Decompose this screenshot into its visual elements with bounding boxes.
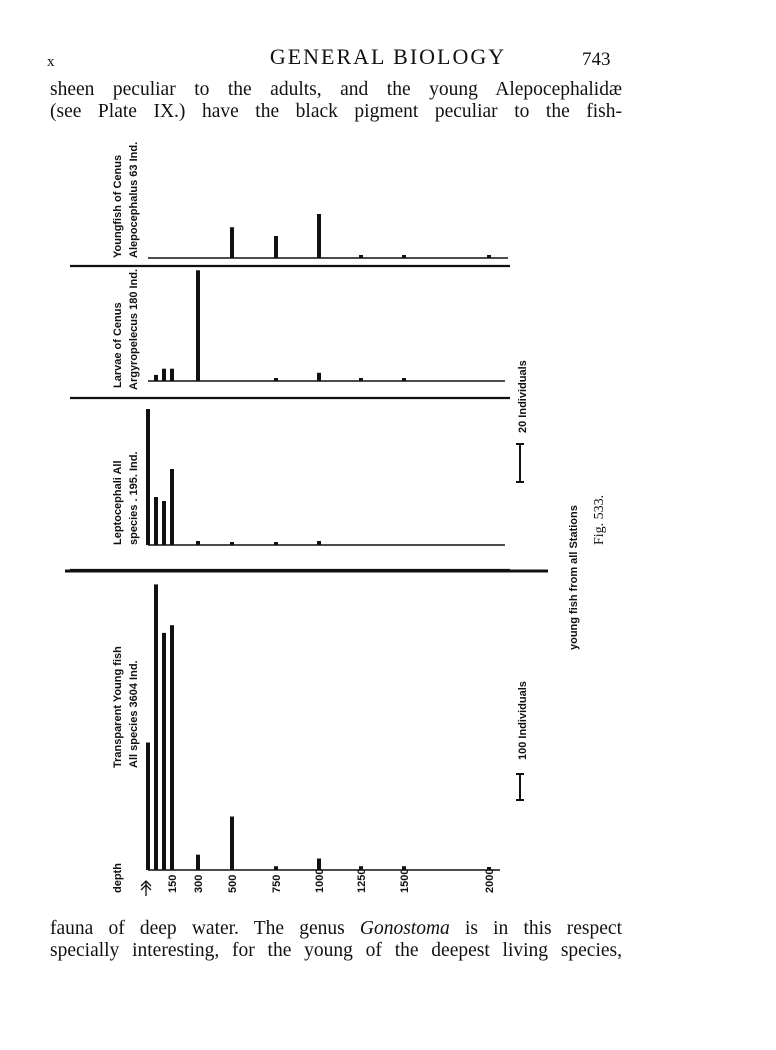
bar xyxy=(230,817,234,871)
scale-label-small: 20 Individuals xyxy=(517,360,529,433)
bar xyxy=(146,409,150,545)
scale-bar-small xyxy=(516,444,524,482)
panel-label-alepocephalus-count: Alepocephalus 63 Ind. xyxy=(128,141,140,258)
bar xyxy=(154,375,158,381)
bar xyxy=(196,270,200,381)
bar xyxy=(274,378,278,381)
bar xyxy=(230,227,234,258)
depth-tick-label: 2000 xyxy=(484,868,496,893)
bar xyxy=(196,541,200,545)
bars-group xyxy=(146,214,491,870)
scale-label-large: 100 Individuals xyxy=(517,681,529,760)
header-mark: x xyxy=(47,54,55,70)
depth-tick-labels xyxy=(167,869,496,893)
panel-label-argyropelecus: Larvae of Cenus xyxy=(112,302,124,388)
bar xyxy=(317,373,321,381)
bar xyxy=(170,625,174,870)
text-line: specially interesting, for the young of the deepest living species, xyxy=(50,940,622,961)
bar xyxy=(402,378,406,381)
panel-label-transparent-count: All species 3604 Ind. xyxy=(128,660,140,768)
text-line: sheen peculiar to the adults, and the young Alepocephalidæ xyxy=(50,79,622,100)
text-segment: is in this respect xyxy=(449,918,622,939)
bar xyxy=(359,378,363,381)
text-line: (see Plate IX.) have the black pigment peculiar to the fish- xyxy=(50,101,622,122)
panel-label-alepocephalus: Youngfish of Cenus xyxy=(112,154,124,258)
bar xyxy=(317,214,321,258)
page-number: 743 xyxy=(582,49,611,70)
text-line xyxy=(50,917,622,940)
bar xyxy=(487,255,491,258)
bar xyxy=(146,743,150,871)
bar xyxy=(274,866,278,870)
bar xyxy=(317,541,321,545)
depth-tick-label: 1250 xyxy=(356,868,368,893)
bar xyxy=(170,369,174,381)
depth-tick-label: 1000 xyxy=(314,868,326,893)
figure-side-label: young fish from all Stations xyxy=(568,505,580,650)
depth-tick-label: 1500 xyxy=(399,868,411,893)
depth-tick-label: 500 xyxy=(227,874,239,893)
scale-bar-large xyxy=(516,774,524,800)
bar xyxy=(154,497,158,545)
bar xyxy=(162,501,166,545)
bar xyxy=(162,633,166,870)
panel-label-transparent: Transparent Young fish xyxy=(112,646,124,768)
running-head: GENERAL BIOLOGY xyxy=(269,44,507,69)
depth-axis-label: depth xyxy=(112,863,124,893)
bar xyxy=(359,255,363,258)
bar xyxy=(402,255,406,258)
depth-tick-label: 300 xyxy=(193,874,205,893)
depth-tick-label: 150 xyxy=(167,874,179,893)
text-segment: fauna of deep water. The genus xyxy=(50,918,360,939)
depth-tick-label: 750 xyxy=(271,874,283,893)
bar xyxy=(274,236,278,258)
bar xyxy=(154,584,158,870)
bar xyxy=(230,542,234,545)
bar xyxy=(170,469,174,545)
panel-label-leptocephali: Leptocephali All xyxy=(112,460,124,545)
genus-name: Gonostoma xyxy=(359,918,450,939)
figure-caption: Fig. 533. xyxy=(592,494,607,545)
bar xyxy=(162,369,166,381)
depth-arrow-icon xyxy=(141,881,151,896)
panel-label-leptocephali-count: species . 195. Ind. xyxy=(128,451,140,545)
bar xyxy=(274,542,278,545)
bar xyxy=(196,855,200,870)
bar xyxy=(317,859,321,871)
panel-label-argyropelecus-count: Argyropelecus 180 Ind. xyxy=(128,268,140,390)
